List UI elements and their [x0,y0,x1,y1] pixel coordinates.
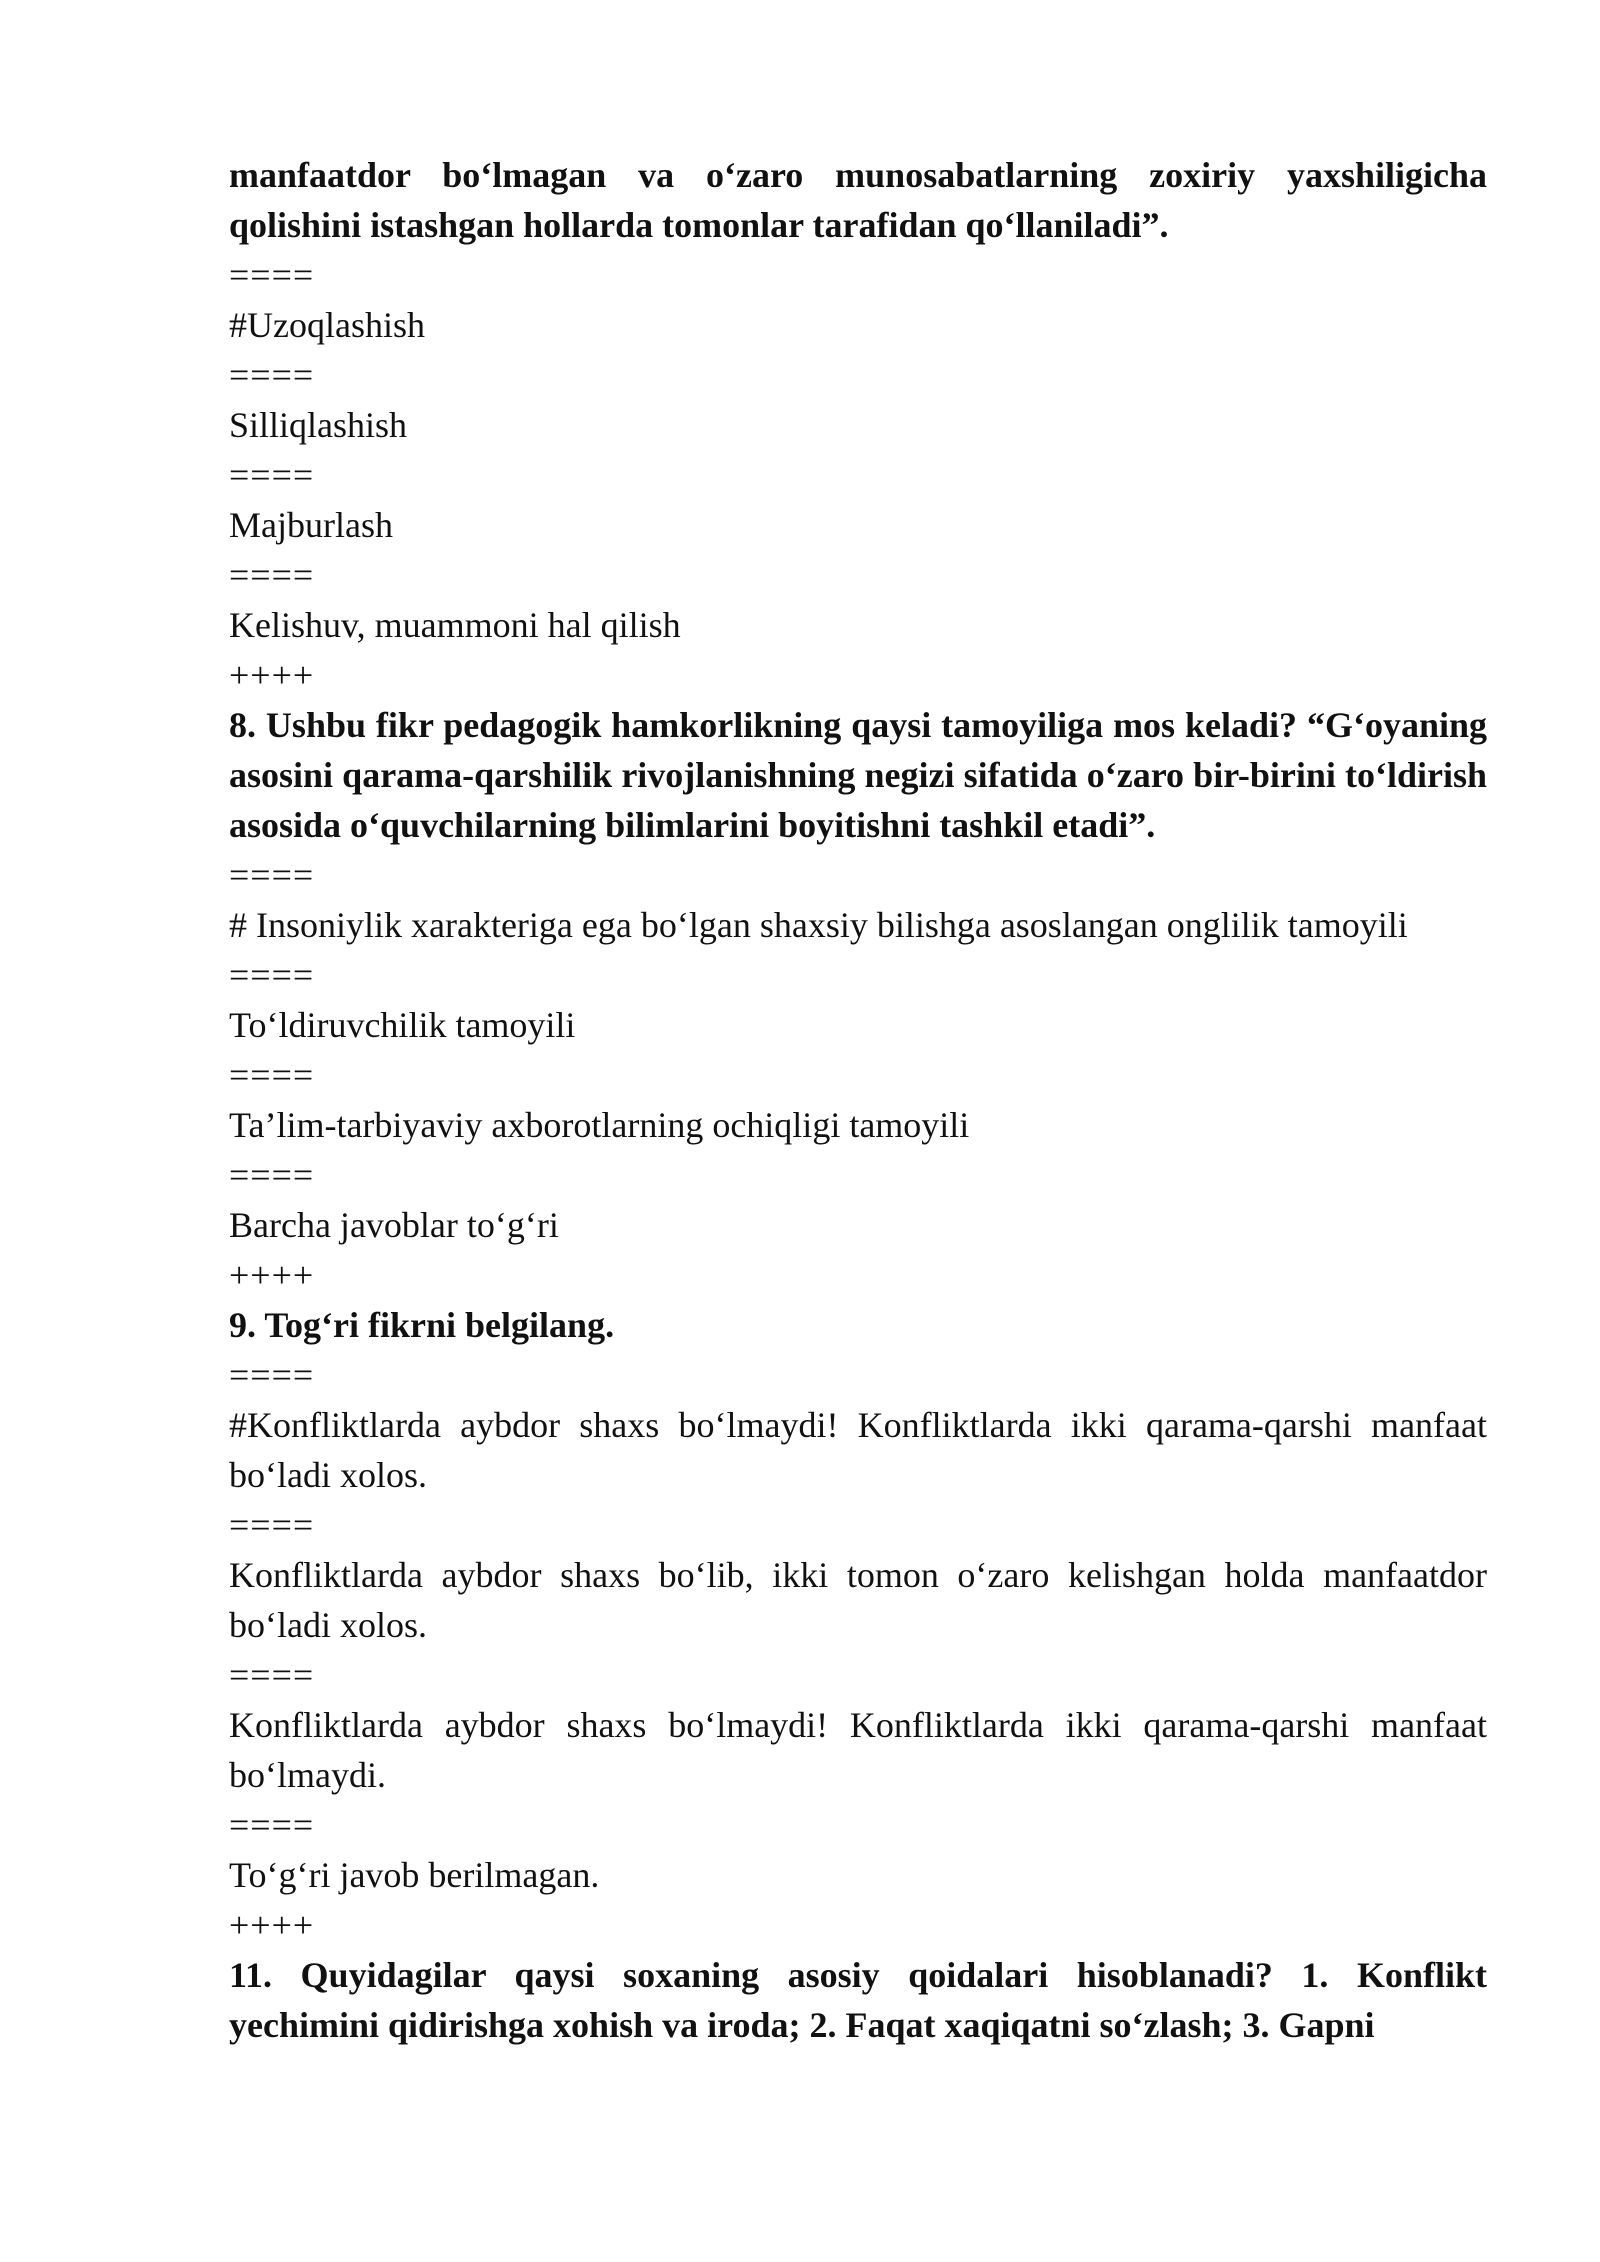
separator-line: ==== [229,1505,315,1545]
separator-line: ++++ [229,655,315,695]
answer-option: #Uzoqlashish [229,305,425,345]
separator-line: ==== [229,955,315,995]
answer-option: #Konfliktlarda aybdor shaxs bo‘lmaydi! Konfliktlarda ikki qarama-qarshi manfaat bo‘ladi xolos. [229,1405,1487,1495]
separator-line: ==== [229,455,315,495]
separator-line: ==== [229,355,315,395]
answer-option: Silliqlashish [229,405,408,445]
answer-option: # Insoniylik xarakteriga ega bo‘lgan shaxsiy bilishga asoslangan onglilik tamoyili [229,905,1408,945]
separator-line: ==== [229,1655,315,1695]
separator-line: ==== [229,1805,315,1845]
answer-option: To‘g‘ri javob berilmagan. [229,1855,600,1895]
document-page [229,150,1487,2050]
separator-line: ==== [229,855,315,895]
separator-line: ==== [229,1155,315,1195]
answer-option: Barcha javoblar to‘g‘ri [229,1205,559,1245]
answer-option: Kelishuv, muammoni hal qilish [229,605,681,645]
question-text: 9. Tog‘ri fikrni belgilang. [229,1305,615,1345]
separator-line: ==== [229,1055,315,1095]
separator-line: ++++ [229,1905,315,1945]
question-text: 11. Quyidagilar qaysi soxaning asosiy qoidalari hisoblanadi? 1. Konflikt yechimini qidirishga xohish va iroda; 2. Faqat xaqiqatni so‘zlash; 3. Gapni [229,1955,1487,2045]
separator-line: ++++ [229,1255,315,1295]
separator-line: ==== [229,1355,315,1395]
answer-option: To‘ldiruvchilik tamoyili [229,1005,576,1045]
question-text: 8. Ushbu fikr pedagogik hamkorlikning qaysi tamoyiliga mos keladi? “G‘oyaning asosini qarama-qarshilik rivojlanishning negizi sifatida o‘zaro bir-birini to‘ldirish asosida o‘quvchilarning bilimlarini boyitishni tashkil etadi”. [229,705,1487,845]
answer-option: Majburlash [229,505,393,545]
answer-option: Ta’lim-tarbiyaviy axborotlarning ochiqligi tamoyili [229,1105,970,1145]
question-text: manfaatdor bo‘lmagan va o‘zaro munosabatlarning zoxiriy yaxshiligicha qolishini istashgan hollarda tomonlar tarafidan qo‘llaniladi”. [229,155,1487,245]
separator-line: ==== [229,255,315,295]
answer-option: Konfliktlarda aybdor shaxs bo‘lib, ikki tomon o‘zaro kelishgan holda manfaatdor bo‘ladi xolos. [229,1555,1487,1645]
separator-line: ==== [229,555,315,595]
answer-option: Konfliktlarda aybdor shaxs bo‘lmaydi! Konfliktlarda ikki qarama-qarshi manfaat bo‘lmaydi. [229,1705,1487,1795]
